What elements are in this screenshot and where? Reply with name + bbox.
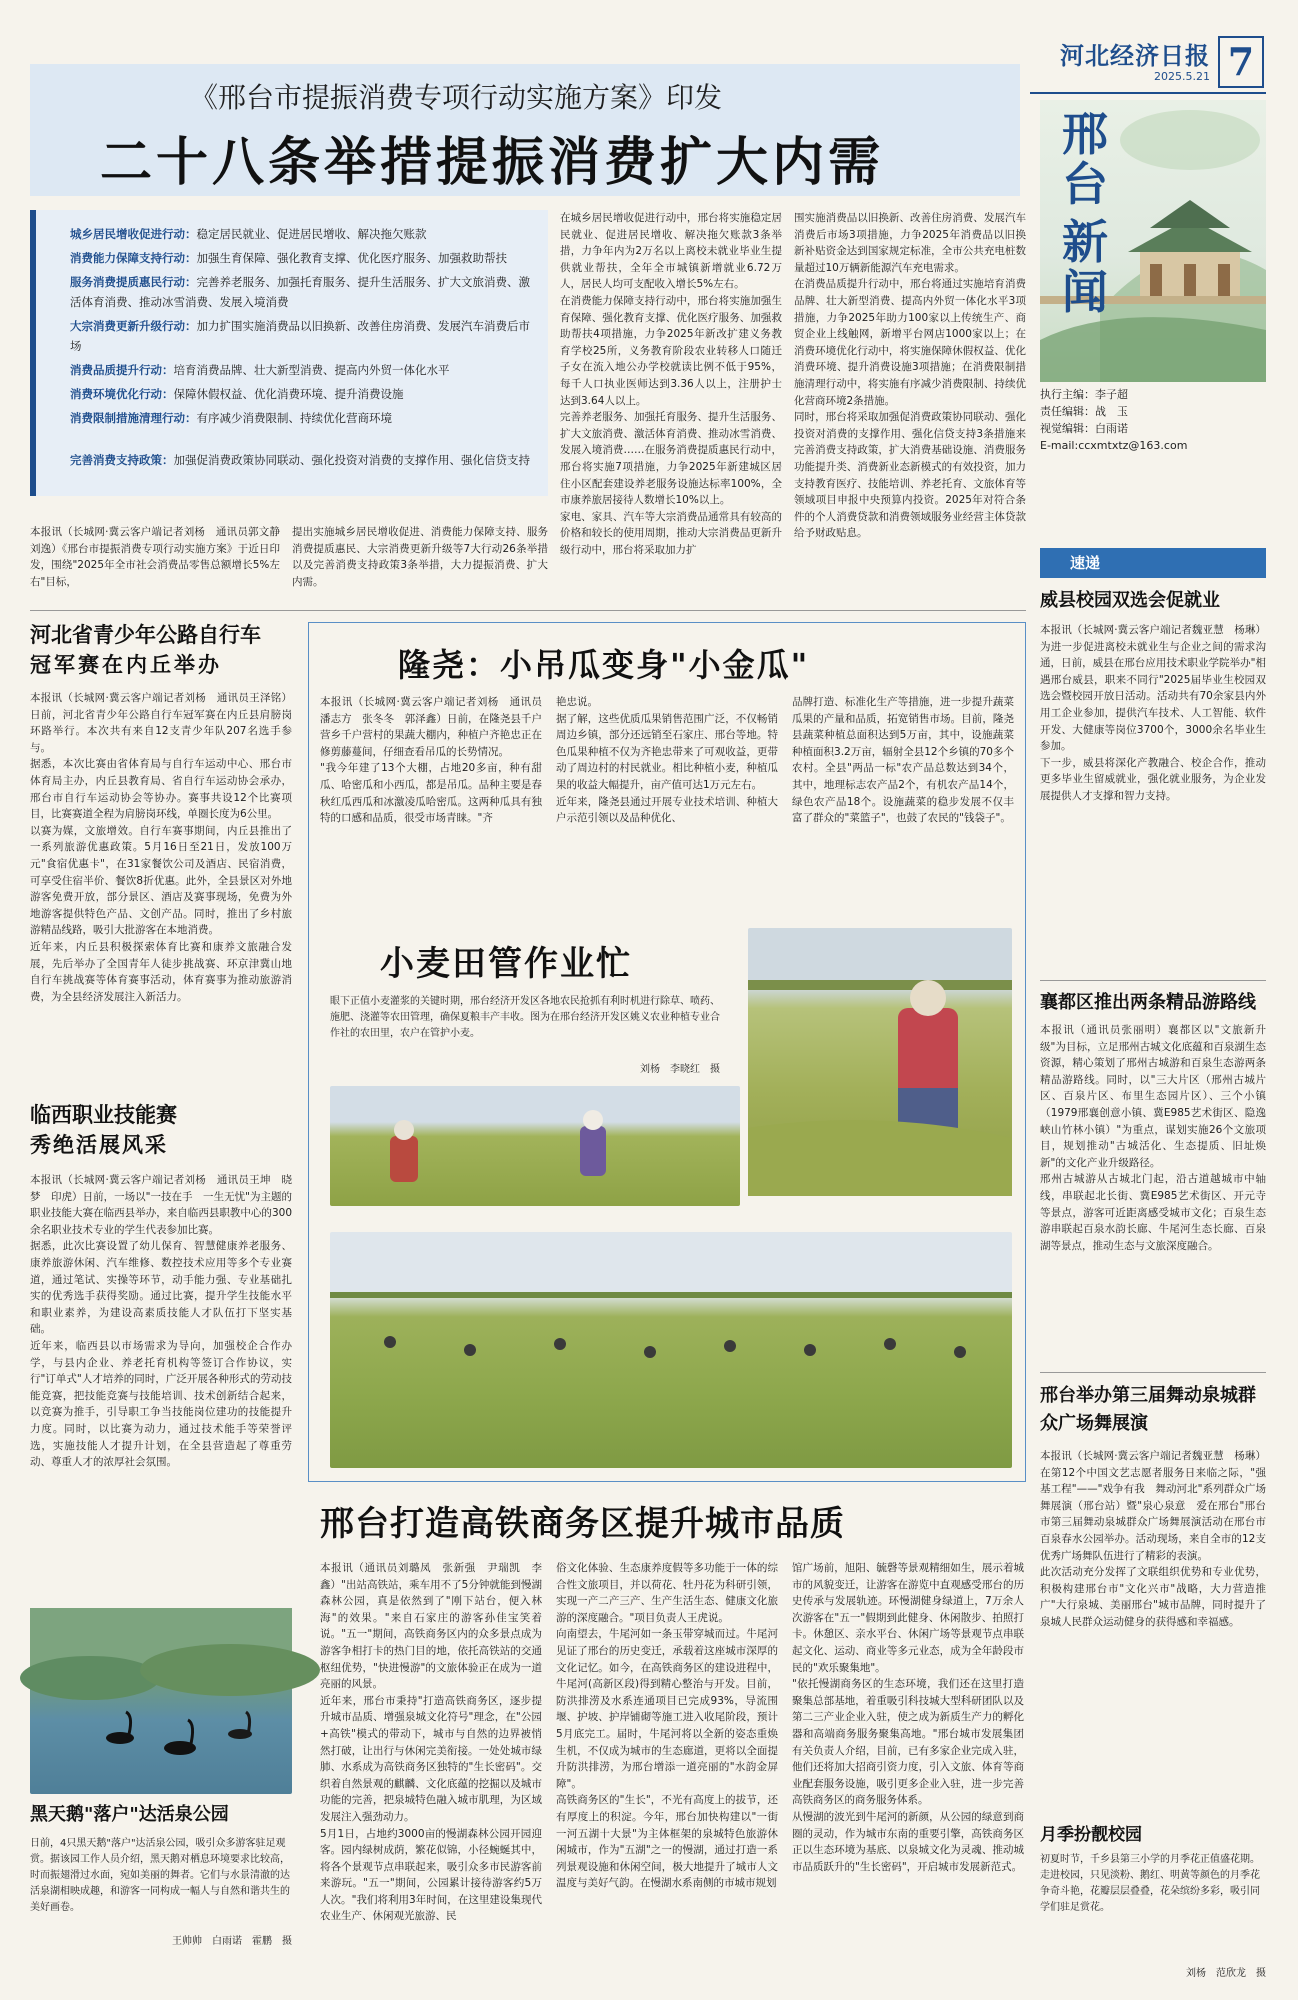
longyao-headline: 隆尧：小吊瓜变身"小金瓜" bbox=[398, 646, 810, 684]
wheat-headline: 小麦田管作业忙 bbox=[380, 944, 632, 984]
editor-email: E-mail:ccxmtxtz@163.com bbox=[1040, 439, 1188, 452]
swan-headline: 黑天鹅"落户"达活泉公园 bbox=[30, 1804, 229, 1825]
bullet-text: 培育消费品牌、壮大新型消费、提高内外贸一体化水平 bbox=[173, 363, 450, 377]
bullet-tag: 完善消费支持政策： bbox=[70, 453, 174, 467]
wheat-caption: 眼下正值小麦灌浆的关键时期，邢台经济开发区各地农民抢抓有利时机进行除草、喷药、施肥、浇灌等农田管理，确保夏粮丰产丰收。图为在邢台经济开发区姚义农业种植专业合作社的农田里，农户在管护小麦。 bbox=[330, 996, 720, 1039]
section-char-1: 邢 bbox=[1062, 107, 1108, 161]
brief-banner bbox=[1040, 548, 1266, 578]
page-number: 7 bbox=[1227, 39, 1255, 84]
vocation-body: 本报讯（长城网·冀云客户端记者刘杨 通讯员王坤 晓梦 印虎）日前，一场以"一技在手 一生无忧"为主题的职业技能大赛在临西县举办，来自临西县职教中心的300余名职业技术专业的学生代表参加比赛。 据悉，此次比赛设置了幼儿保育、智慧健康养老服务、康养旅游休闲、汽车维修、数控技术应用等多个专业赛道，通过笔试、实操等环节，动手能力强、专业基础扎实的优秀选手获得奖励。通过比赛，提升学生技能水平和职业素养，为建设高素质技能人才队伍打下坚实基础。 近年来，临西县以市场需求为导向，加强校企合作办学，与县内企业、养老托育机构等签订合作协议，实行"订单式"人才培养的同时，广泛开展各种形式的劳动技能竞赛，把技能竞赛与技能培训、技术创新结合起来，以竞赛为推手，引导职工争当技能岗位建功的技能提升力度。同时，以比赛为动力，通过技术能手等荣誉评选，实施技能人才提升计划，在全县营造起了尊重劳动、尊重人才的浓厚社会氛围。 bbox=[30, 1174, 292, 1469]
bullet-tag: 消费能力保障支持行动： bbox=[70, 251, 197, 265]
news-rule bbox=[1040, 980, 1266, 981]
editor-line: 责任编辑：战 玉 bbox=[1040, 405, 1128, 418]
masthead-date: 2025.5.21 bbox=[1154, 70, 1210, 83]
lead-headline: 二十八条举措提振消费扩大内需 bbox=[100, 132, 885, 193]
vocation-title-line1: 临西职业技能赛 bbox=[30, 1103, 177, 1127]
lead-col-2: 提出实施城乡居民增收促进、消费能力保障支持、服务消费提质惠民、大宗消费更新升级等7大行动26条举措以及完善消费支持政策3条举措，大力提振消费、扩大内需。 bbox=[292, 526, 548, 588]
rail-col-3: 馆广场前，旭阳、毓磬等景观精细如生，展示着城市的风貌变迁，让游客在游览中直观感受邢台的历史传承与发展轨迹。环慢湖健身绿道上，7万余人次游客在"五一"假期到此健身、休闲散步、拍照打卡。休憩区、亲水平台、休闲广场等景观节点串联起文化、运动、商业等多元业态，成为全年龄段市民的"欢乐聚集地"。 "依托慢湖商务区的生态环境，我们还在这里打造聚集总部基地，着重吸引科技城大型科研团队以及第二三产业企业入驻，使之成为新质生产力的孵化器和高端商务服务聚集高地。"邢台城市发展集团有关负责人介绍，目前，已有多家企业完成入驻，他们还将加大招商引资力度，引入文旅、体育等商业配套服务设施，吸引更多企业入驻，进一步完善高铁商务区的商务服务体系。 从慢湖的波光到牛尾河的新颜，从公园的绿意到商圈的灵动，作为城市东南的重要引擎，高铁商务区正以生态环境为基底、以泉城文化为灵魂、推动城市品质跃升的"生长密码"，开启城市发展新范式。 bbox=[792, 1562, 1024, 1873]
bullet-item bbox=[70, 316, 536, 356]
moon-caption: 初夏时节，千乡县第三小学的月季花正值盛花期。走进校园，只见淡粉、鹅红、明黄等颜色的月季花争奇斗艳，花瓣层层叠叠，花朵缤纷多彩，吸引同学们驻足赏花。 bbox=[1040, 1854, 1260, 1913]
brief-title: 速递 bbox=[1070, 554, 1101, 572]
bike-title-line1: 河北省青少年公路自行车 bbox=[30, 623, 261, 647]
bike-title-line2: 冠军赛在内丘举办 bbox=[30, 653, 222, 677]
news-3-body: 本报讯（长城网·冀云客户端记者魏亚慧 杨琳）在第12个中国文艺志愿者服务日来临之际，"强基工程"——"戏争有我 舞动河北"系列群众广场舞展演（邢台站）暨"泉心泉意 爱在邢台"邢台市第三届舞动泉城群众广场舞展演活动在邢台市百泉春水公园举办。活动现场，来自全市的12支优秀广场舞队伍进行了精彩的表演。 此次活动充分发挥了文联组织优势和专业优势，积极构建邢台市"文化兴市"战略，大力营造推广"大行泉城、美丽邢台"城市品牌，同时提升了泉城人民群众运动健身的获得感和幸福感。 bbox=[1040, 1450, 1266, 1628]
bullet-text: 保障休假权益、优化消费环境、提升消费设施 bbox=[173, 387, 404, 401]
swan-illustration bbox=[30, 1608, 292, 1794]
bullet-tag: 消费环境优化行动： bbox=[70, 387, 174, 401]
bullet-text: 完善养老服务、加强托育服务、提升生活服务、扩大文旅消费、激活体育消费、推动冰雪消费、发展入境消费 bbox=[70, 275, 530, 309]
field-workers-illustration bbox=[330, 1232, 1012, 1468]
bullet-text: 加强促消费政策协同联动、强化投资对消费的支撑作用、强化信贷支持 bbox=[173, 453, 530, 467]
masthead-rule bbox=[1030, 92, 1266, 94]
lead-kicker: 《邢台市提振消费专项行动实施方案》印发 bbox=[190, 81, 723, 114]
bullet-item bbox=[70, 408, 536, 428]
bullet-tag: 服务消费提质惠民行动： bbox=[70, 275, 197, 289]
bullet-item bbox=[70, 384, 536, 404]
news-rule bbox=[1040, 1372, 1266, 1373]
section-char-4: 闻 bbox=[1062, 265, 1108, 319]
bullet-text: 稳定居民就业、促进居民增收、解决拖欠账款 bbox=[196, 227, 427, 241]
bullet-item bbox=[70, 272, 536, 312]
moon-headline: 月季扮靓校园 bbox=[1040, 1825, 1142, 1845]
lead-col-3: 在城乡居民增收促进行动中，邢台将实施稳定居民就业、促进居民增收、解决拖欠账款3条举措，力争年内为2万名以上离校未就业毕业生提供就业帮扶，全年全市城镇新增就业6.72万人，居民人均可支配收入增长5%左右。 在消费能力保障支持行动中，邢台将实施加强生育保障、强化教育支撑、优化医疗服务、加强救助帮扶4项措施，力争2025年新改扩建义务教育学校25所，义务教育阶段农业转移人口随迁子女在流入地公办学校就读比例不低于95%，每千人口执业医师达到3.36人以上，注册护士达到3.64人以上。 完善养老服务、加强托育服务、提升生活服务、扩大文旅消费、激活体育消费、推动冰雪消费、发展入境消费……在服务消费提质惠民行动中，邢台将实施7项措施，力争2025年新建城区居住小区配套建设养老服务设施达标率100%，全市康养旅居接待人数增长10%以上。 家电、家具、汽车等大宗消费品通常具有较高的价格和较长的使用周期，推动大宗消费品更新升级行动中，邢台将采取加力扩 bbox=[560, 212, 782, 556]
section-char-2: 台 bbox=[1062, 157, 1108, 211]
lead-bullets-box bbox=[30, 210, 548, 496]
editor-line: 执行主编：李子超 bbox=[1040, 388, 1128, 401]
lead-col-1: 本报讯（长城网·冀云客户端记者刘杨 通讯员郭文静 刘逸）《邢台市提振消费专项行动实施方案》于近日印发，围绕"2025年全市社会消费品零售总额增长5%左右"目标， bbox=[30, 526, 291, 588]
page-number-box bbox=[1218, 36, 1264, 88]
news-2-title: 襄都区推出两条精品游路线 bbox=[1040, 992, 1256, 1013]
bike-body: 本报讯（长城网·冀云客户端记者刘杨 通讯员王泽铭）日前，河北省青少年公路自行车冠军赛在内丘县肩膀岗环路举行。本次共有来自12支青少年队207名选手参与。 据悉，本次比赛由省体育局与自行车运动中心、邢台市体育局主办，内丘县教育局、省自行车运动协会承办，邢台市自行车运动协会等协办。赛事共设12个比赛项目，比赛赛道全程为肩膀岗环线，单圈长度为6公里。 以赛为媒，文旅增效。自行车赛事期间，内丘县推出了一系列旅游优惠政策。5月16日至21日，发放100万元"食宿优惠卡"，在31家餐饮公司及酒店、民宿消费，可享受住宿半价、餐饮8折优惠。此外，全县景区对外地游客免费开放，部分景区、酒店及赛事现场，免费为外地游客提供特色产品、文创产品。同时，推出了乡村旅游精品线路，吸引大批游客在本地消费。 近年来，内丘县积极探索体育比赛和康养文旅融合发展，先后举办了全国青年人徒步挑战赛、环京津冀山地自行车挑战赛等体育赛事活动，体育赛事为推动旅游消费，为全县经济发展注入新活力。 bbox=[30, 692, 292, 1003]
swan-credit: 王帅帅 白雨诺 霍鹏 摄 bbox=[172, 1936, 292, 1947]
rail-headline: 邢台打造高铁商务区提升城市品质 bbox=[320, 1504, 845, 1544]
lead-bottom-rule bbox=[30, 610, 1026, 611]
bike-title bbox=[30, 620, 280, 680]
rail-col-2: 俗文化体验、生态康养度假等多功能于一体的综合性文旅项目，并以荷花、牡丹花为科研引领，实现一产二产三产、生产生活生态、健康文化旅游的深度融合。"项目负责人王虎说。 向南望去，牛尾河如一条玉带穿城而过。牛尾河见证了邢台的历史变迁，承载着这座城市深厚的文化记忆。如今，在高铁商务区的建设进程中，牛尾河(高新区段)得到精心整治与开发。目前，防洪排涝及水系连通项目已完成93%，导流围堰、护坡、护岸铺砌等施工进入收尾阶段，预计5月底完工。届时，牛尾河将以全新的姿态重焕生机，不仅成为城市的生态廊道，更将以全面提升防洪排涝，为邢台增添一道亮丽的"水韵金屏障"。 高铁商务区的"生长"，不光有高度上的拔节，还有厚度上的积淀。今年，邢台加快构建以"一街一河五湖十大景"为主体框架的泉城特色旅游休闲城市，作为"五湖"之一的慢湖，通过打造一系列景观设施和休闲空间，极大地提升了城市人文温度与美好气韵。在慢湖水系南侧的市城市规划 bbox=[556, 1562, 778, 1890]
news-1-title: 威县校园双选会促就业 bbox=[1040, 590, 1220, 611]
lead-headline-box bbox=[30, 64, 1020, 196]
bullet-item bbox=[70, 224, 536, 244]
bullet-tag: 大宗消费更新升级行动： bbox=[70, 319, 197, 333]
news-1-body: 本报讯（长城网·冀云客户端记者魏亚慧 杨琳）为进一步促进离校未就业生与企业之间的需求沟通，日前，威县在邢台应用技术职业学院举办"相遇邢台威县，职来不同行"2025届毕业生校园双选会暨校园开放日活动。活动共有70余家县内外用工企业参加，提供汽车技术、人工智能、软件开发、大健康等岗位3700个，3000余名毕业生参加。 下一步，威县将深化产教融合、校企合作，推动更多毕业生留威就业，强化就业服务，为企业发展提供人才支撑和智力支持。 bbox=[1040, 624, 1266, 802]
news-2-body: 本报讯（通讯员张丽明）襄都区以"文旅新升级"为目标，立足邢州古城文化底蕴和百泉湖生态资源，精心策划了邢州古城游和百泉生态游两条精品游路线。同时，以"三大片区（邢州古城片区、百泉片区、布里生态园片区）、三个小镇（1979邢襄创意小镇、冀E985艺术街区、隐逸峡山竹林小镇）"为重点，谋划实施26个文旅项目，规划推动"古城活化、生态提质、旧址焕新"的文化产业升级路径。 邢州古城游从古城北门起，沿古道越城市中轴线，串联起北长街、冀E985艺术街区、开元寺等景点，游客可近距离感受城市文化；百泉生态游串联起百泉水韵长廊、牛尾河生态长廊、百泉湖等景点，推动生态与文旅深度融合。 bbox=[1040, 1024, 1266, 1252]
longyao-col-3: 品牌打造、标准化生产等措施，进一步提升蔬菜瓜果的产量和品质，拓宽销售市场。目前，隆尧县蔬菜种植总面积达到5万亩，其中，设施蔬菜种植面积3.2万亩，辐射全县12个乡镇的70多个农村。全县"两品一标"农产品总数达到34个，其中，地理标志农产品2个，有机农产品14个，绿色农产品18个。设施蔬菜的稳步发展不仅丰富了群众的"菜篮子"，也鼓了农民的"钱袋子"。 bbox=[792, 696, 1014, 825]
news-3-title: 邢台举办第三届舞动泉城群众广场舞展演 bbox=[1040, 1385, 1256, 1434]
rail-col-1: 本报讯（通讯员刘璐凤 张新强 尹瑞凯 李鑫）"出站高铁站，乘车用不了5分钟就能到慢湖森林公园，真是依然到了"刚下站台，便入林海"的效果。"来自石家庄的游客孙佳宝笑着说。"五一"期间，高铁商务区内的众多景点成为游客争相打卡的热门目的地，依托高铁站的交通枢纽优势，"快进慢游"的文旅体验正在成为一道亮丽的风景。 近年来，邢台市秉持"打造高铁商务区，逐步提升城市品质、增强泉城文化符号"理念，在"公园+高铁"模式的带动下，城市与自然的边界被悄然打破，让出行与休闲完美衔接。一处处城市绿肺、水系成为高铁商务区独特的"生长密码"。交织着自然景观的麒麟、文化底蕴的挖掘以及城市功能的完善，把泉城特色融入城市肌理，为区域发展注入强劲动力。 5月1日，占地约3000亩的慢湖森林公园开园迎客。园内绿树成荫，繁花似锦，小径蜿蜒其中，将各个景观节点串联起来，吸引众多市民游客前来游玩。"五一"期间，公园累计接待游客约5万人次。"我们将利用3年时间，在这里建设集现代农业生产、休闲观光旅游、民 bbox=[320, 1562, 542, 1923]
masthead-paper-name: 河北经济日报 bbox=[1060, 41, 1210, 70]
farmers-illustration bbox=[330, 1086, 740, 1206]
bullet-item bbox=[70, 248, 536, 268]
bullet-item bbox=[70, 450, 536, 470]
longyao-col-2: 艳忠说。 据了解，这些优质瓜果销售范围广泛，不仅畅销周边乡镇，部分还远销至石家庄、邢台等地。特色瓜果种植不仅为齐艳忠带来了可观收益，更带动了周边村的村民就业。相比种植小麦，种植瓜果的收益大幅提升，亩产值可达1万元左右。 近年来，隆尧县通过开展专业技术培训、种植大户示范引领以及品种优化、 bbox=[556, 696, 778, 825]
bullets-accent bbox=[30, 210, 36, 496]
swan-caption: 日前，4只黑天鹅"落户"达活泉公园，吸引众多游客驻足观赏。据该园工作人员介绍，黑天鹅对栖息环境要求比较高，时而振翅滑过水面，宛如美丽的舞者。它们与水景清澈的达活泉湖相映成趣，和游客一同构成一幅人与自然和谐共生的美好画卷。 bbox=[30, 1838, 290, 1913]
bullet-tag: 城乡居民增收促进行动： bbox=[70, 227, 197, 241]
bullet-tag: 消费限制措施清理行动： bbox=[70, 411, 197, 425]
vocation-title bbox=[30, 1100, 292, 1160]
bullet-text: 有序减少消费限制、持续优化营商环境 bbox=[196, 411, 392, 425]
wheat-photo-2 bbox=[330, 1086, 740, 1206]
farmer-illustration bbox=[748, 928, 1012, 1196]
swan-photo bbox=[30, 1608, 292, 1794]
editor-credits bbox=[1040, 386, 1266, 454]
bullet-tag: 消费品质提升行动： bbox=[70, 363, 174, 377]
wheat-photo-3 bbox=[330, 1232, 1012, 1468]
editor-line: 视觉编辑：白雨诺 bbox=[1040, 422, 1128, 435]
moon-credit: 刘杨 范欣龙 摄 bbox=[1186, 1968, 1266, 1979]
bullet-text: 加强生育保障、强化教育支撑、优化医疗服务、加强救助帮扶 bbox=[196, 251, 507, 265]
vocation-title-line2: 秀绝活展风采 bbox=[30, 1133, 168, 1157]
longyao-col-1: 本报讯（长城网·冀云客户端记者刘杨 通讯员潘志方 张冬冬 郭泽鑫）日前，在隆尧县千户营乡千户营村的果蔬大棚内，种植户齐艳忠正在修剪藤蔓间，仔细查看吊瓜的长势情况。 "我今年建了13个大棚，占地20多亩，种有甜瓜、哈密瓜和小西瓜，都是吊瓜。品种主要是春秋红瓜西瓜和冰激凌瓜哈密瓜。这两种瓜具有独特的口感和品质，很受市场青睐。"齐 bbox=[320, 696, 542, 825]
section-char-3: 新 bbox=[1062, 215, 1108, 269]
section-banner bbox=[1040, 100, 1266, 382]
wheat-photo-1 bbox=[748, 928, 1012, 1196]
wheat-credit: 刘杨 李晓红 摄 bbox=[640, 1064, 720, 1075]
lead-col-4: 围实施消费品以旧换新、改善住房消费、发展汽车消费后市场3项措施，力争2025年消费品以旧换新补贴资金达到国家规定标准，全市公共充电桩数量超过10万辆新能源汽车充电需求。 在消费品质提升行动中，邢台将通过实施培育消费品牌、壮大新型消费、提高内外贸一体化水平3项措施，力争2025年助力100家以上传统生产、商贸企业上线触网，新增平台网店1000家以上；在消费环境优化行动中，将实施保障休假权益、优化消费环境、提升消费设施3项措施；在消费限制措施清理行动中，将实施有序减少消费限制、持续优化营商环境2条措施。 同时，邢台将采取加强促消费政策协同联动、强化投资对消费的支撑作用、强化信贷支持3条措施来完善消费支持政策，扩大消费基础设施、消费服务功能提升类、消费新业态新模式的有效投资，加力支持教育医疗、技能培训、养老托育、文旅体育等领域项目申报中央预算内投资。2025年对符合条件的个人消费贷款和消费领域服务业经营主体贷款给予财政贴息。 bbox=[794, 212, 1026, 540]
bullet-item bbox=[70, 360, 536, 380]
bullet-text: 加力扩围实施消费品以旧换新、改善住房消费、发展汽车消费后市场 bbox=[70, 319, 530, 353]
